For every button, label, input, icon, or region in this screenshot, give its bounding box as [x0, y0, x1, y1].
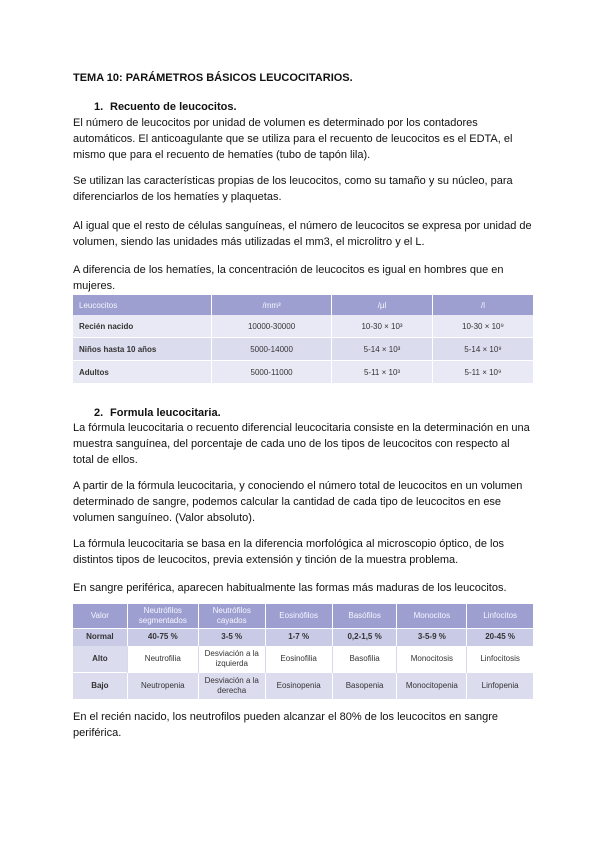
- table2-cell: 3-5-9 %: [397, 629, 467, 646]
- table2-cell: Monocitopenia: [397, 673, 467, 700]
- table1-cell: 5-14 × 10⁹: [432, 338, 533, 361]
- section2-paragraph-2: A partir de la fórmula leucocitaria, y conociendo el número total de leucocitos en un volumen determinado de sangre, podemos calcular la cantidad de cada tipo de leucocitos en ese volumen sanguíneo. (Valor absoluto).: [73, 480, 523, 524]
- page-title: TEMA 10: PARÁMETROS BÁSICOS LEUCOCITARIOS.: [73, 72, 353, 84]
- table1-cell: 10-30 × 10³: [332, 315, 433, 338]
- closing-paragraph: En el recién nacido, los neutrofilos pueden alcanzar el 80% de los leucocitos en sangre periférica.: [73, 711, 498, 739]
- table2-cell: 3-5 %: [198, 629, 265, 646]
- section1-paragraph-3: Al igual que el resto de células sanguíneas, el número de leucocitos se expresa por unidad de volumen, siendo las unidades más utilizadas el mm3, el microlitro y el L.: [73, 220, 532, 248]
- table2-cell: 1-7 %: [265, 629, 332, 646]
- table2-header-cell: Neutrófilos cayados: [198, 604, 265, 629]
- table1-cell: 5000-11000: [212, 361, 332, 384]
- table1-cell: 5-11 × 10⁹: [432, 361, 533, 384]
- table2-cell: 0,2-1,5 %: [332, 629, 397, 646]
- table2-cell: Monocitosis: [397, 646, 467, 673]
- section1-heading: [94, 101, 237, 113]
- table1-header-cell: /l: [432, 295, 533, 315]
- table1-header-cell: Leucocitos: [73, 295, 212, 315]
- table1-cell: 5-11 × 10³: [332, 361, 433, 384]
- table1-row: [73, 338, 533, 361]
- leukocyte-formula-table: [73, 604, 533, 699]
- table2-header-cell: Neutrófilos segmentados: [127, 604, 198, 629]
- table2-header-cell: Eosinófilos: [265, 604, 332, 629]
- table1-cell: Niños hasta 10 años: [73, 338, 212, 361]
- section2-paragraph-1: La fórmula leucocitaria o recuento diferencial leucocitaria consiste en la determinación en una muestra sanguínea, del porcentaje de cada uno de los tipos de leucocitos con respecto al total de ellos.: [73, 422, 530, 466]
- table2-cell: Linfopenia: [467, 673, 533, 700]
- table2-row-bajo: [73, 673, 533, 700]
- table1-cell: 10000-30000: [212, 315, 332, 338]
- section2-heading: [94, 407, 221, 419]
- section1-number: 1.: [94, 101, 104, 113]
- table2-row-alto: [73, 646, 533, 673]
- table1-row: [73, 315, 533, 338]
- table2-row-normal: [73, 629, 533, 646]
- table2-header-row: [73, 604, 533, 629]
- section1-paragraph-1: El número de leucocitos por unidad de volumen es determinado por los contadores automáticos. El anticoagulante que se utiliza para el recuento de leucocitos es el EDTA, el mismo que para el recuento de hematíes (tubo de tapón lila).: [73, 117, 513, 161]
- table2-cell: Linfocitosis: [467, 646, 533, 673]
- section2-number: 2.: [94, 407, 104, 419]
- section1-paragraph-2: Se utilizan las características propias de los leucocitos, como su tamaño y su núcleo, para diferenciarlos de los hematíes y plaquetas.: [73, 175, 513, 203]
- table2-header-cell: Monocitos: [397, 604, 467, 629]
- table2-cell: Desviación a la izquierda: [198, 646, 265, 673]
- table2-cell: Normal: [73, 629, 127, 646]
- section1-paragraph-4: A diferencia de los hematíes, la concentración de leucocitos es igual en hombres que en mujeres.: [73, 264, 504, 292]
- table2-cell: Bajo: [73, 673, 127, 700]
- table1-cell: 5000-14000: [212, 338, 332, 361]
- table2-header-cell: Basófilos: [332, 604, 397, 629]
- table1-row: [73, 361, 533, 384]
- table1-cell: 5-14 × 10³: [332, 338, 433, 361]
- table2-cell: Eosinofilia: [265, 646, 332, 673]
- section1-heading-text: Recuento de leucocitos.: [110, 101, 237, 113]
- table2-cell: Basopenia: [332, 673, 397, 700]
- table2-cell: Desviación a la derecha: [198, 673, 265, 700]
- table1-cell: 10-30 × 10⁹: [432, 315, 533, 338]
- table1-header-cell: /mm³: [212, 295, 332, 315]
- leukocyte-count-table: [73, 295, 533, 384]
- table2-cell: 40-75 %: [127, 629, 198, 646]
- table1-header-cell: /µl: [332, 295, 433, 315]
- table1-cell: Recién nacido: [73, 315, 212, 338]
- table2-header-cell: Linfocitos: [467, 604, 533, 629]
- table2-header-cell: Valor: [73, 604, 127, 629]
- table2-cell: 20-45 %: [467, 629, 533, 646]
- table2-cell: Neutrofilia: [127, 646, 198, 673]
- table1-cell: Adultos: [73, 361, 212, 384]
- table1-header-row: [73, 295, 533, 315]
- table2-cell: Alto: [73, 646, 127, 673]
- section2-heading-text: Formula leucocitaria.: [110, 407, 221, 419]
- table2-cell: Neutropenia: [127, 673, 198, 700]
- table2-cell: Eosinopenia: [265, 673, 332, 700]
- section2-paragraph-3: La fórmula leucocitaria se basa en la diferencia morfológica al microscopio óptico, de los distintos tipos de leucocitos, previa extensión y tinción de la muestra problema.: [73, 538, 505, 566]
- section2-paragraph-4: En sangre periférica, aparecen habitualmente las formas más maduras de los leucocitos.: [73, 582, 507, 594]
- table2-cell: Basofilia: [332, 646, 397, 673]
